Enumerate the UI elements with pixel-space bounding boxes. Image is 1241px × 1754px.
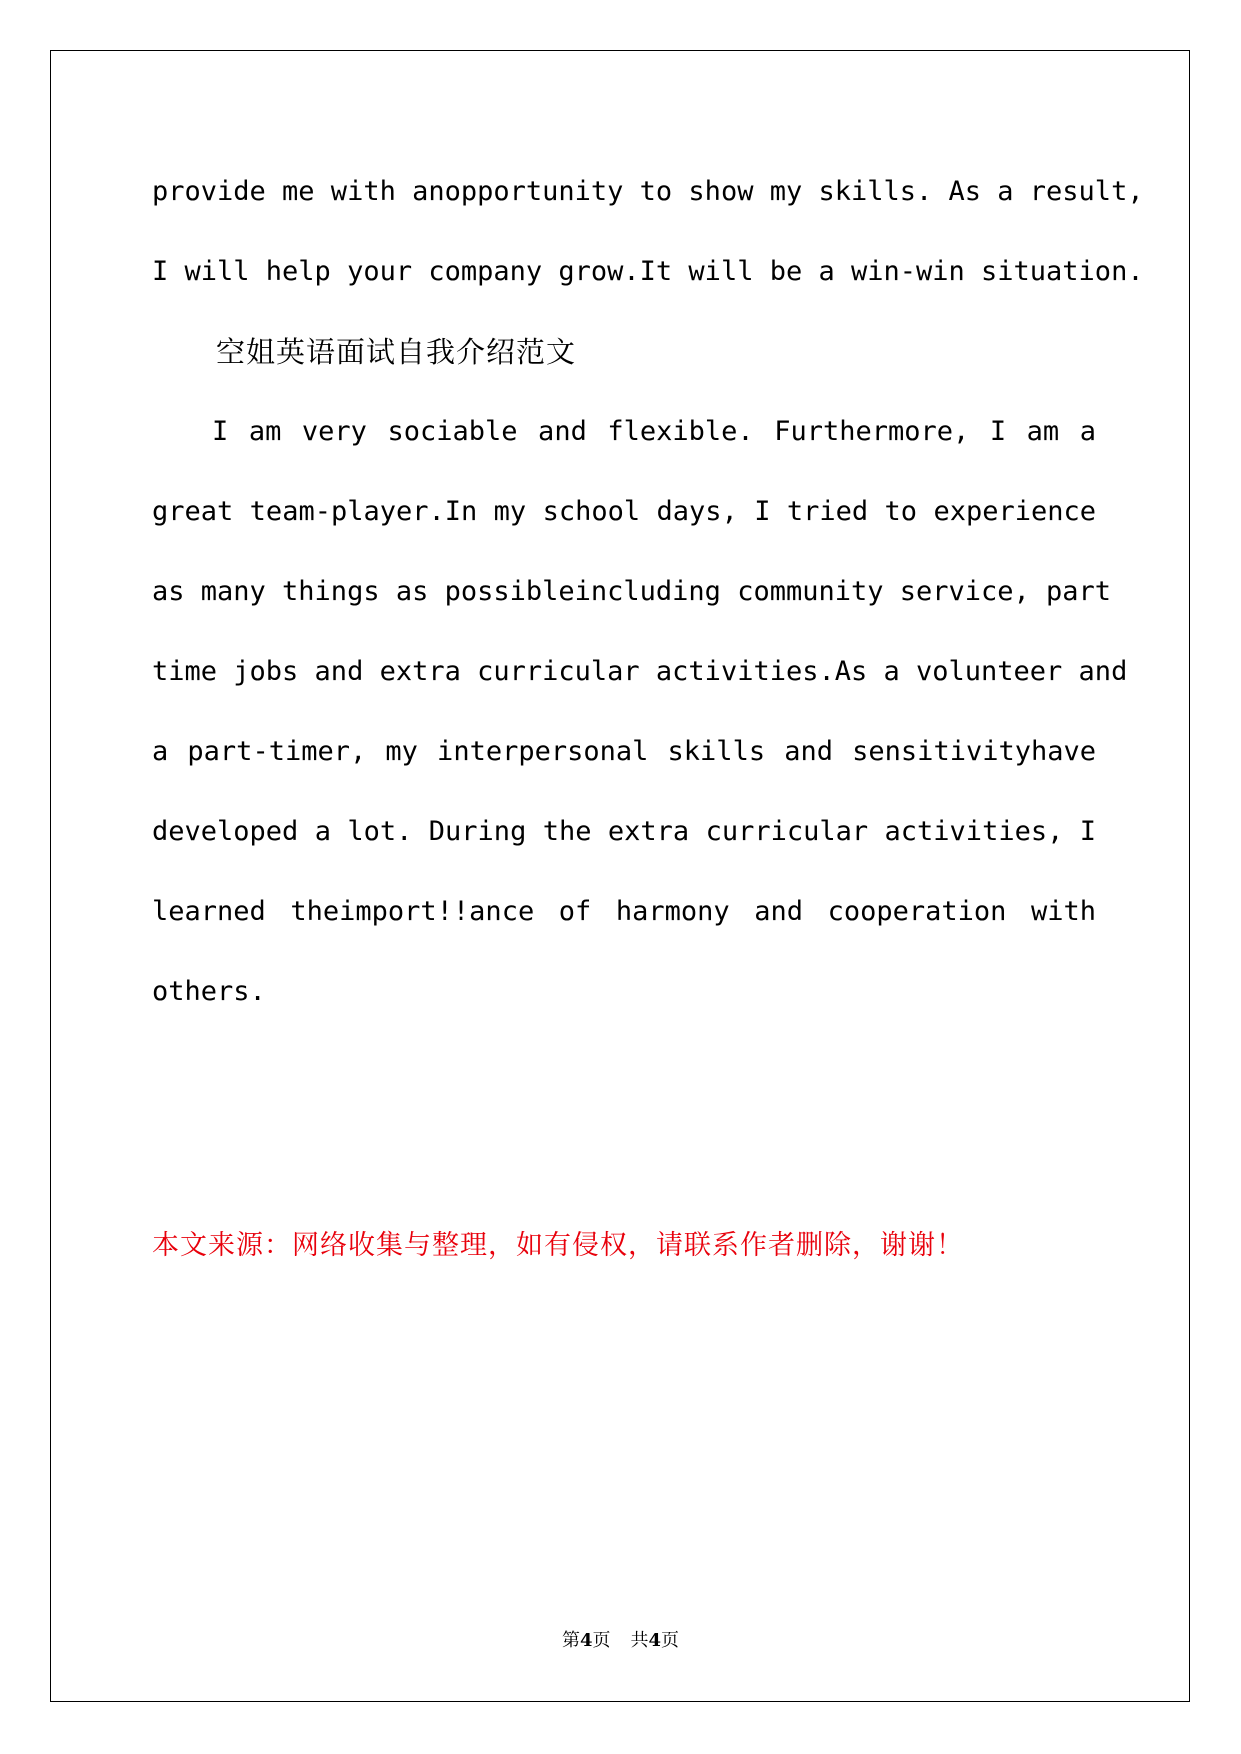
body-line-3: I am very sociable and flexible. Furthermore, I am a [212, 416, 1096, 447]
footer-total-prefix: 共 [630, 1630, 649, 1651]
body-line-4: great team-player.In my school days, I tried to experience [152, 496, 1096, 527]
page-border [50, 50, 1190, 1702]
footer-page-total: 4 [648, 1630, 662, 1651]
body-line-9: learned theimport!!ance of harmony and cooperation with [152, 896, 1096, 927]
body-line-6: time jobs and extra curricular activities.As a volunteer and [152, 656, 1128, 687]
source-note: 本文来源：网络收集与整理，如有侵权，请联系作者删除，谢谢！ [152, 1230, 964, 1261]
footer-total-suffix: 页 [661, 1630, 680, 1651]
body-line-10: others. [152, 976, 266, 1007]
footer-page-current: 4 [579, 1630, 593, 1651]
body-line-7: a part-timer, my interpersonal skills and sensitivityhave [152, 736, 1096, 767]
body-line-8: developed a lot. During the extra curricular activities, I [152, 816, 1096, 847]
footer-page-prefix: 第 [561, 1630, 580, 1651]
body-line-1: provide me with anopportunity to show my skills. As a result, [152, 176, 1144, 207]
body-line-5: as many things as possibleincluding community service, part [152, 576, 1112, 607]
footer-page-suffix: 页 [592, 1630, 611, 1651]
body-line-2: I will help your company grow.It will be a win-win situation. [152, 256, 1144, 287]
section-heading: 空姐英语面试自我介绍范文 [216, 335, 577, 369]
page-footer [0, 1629, 1241, 1653]
